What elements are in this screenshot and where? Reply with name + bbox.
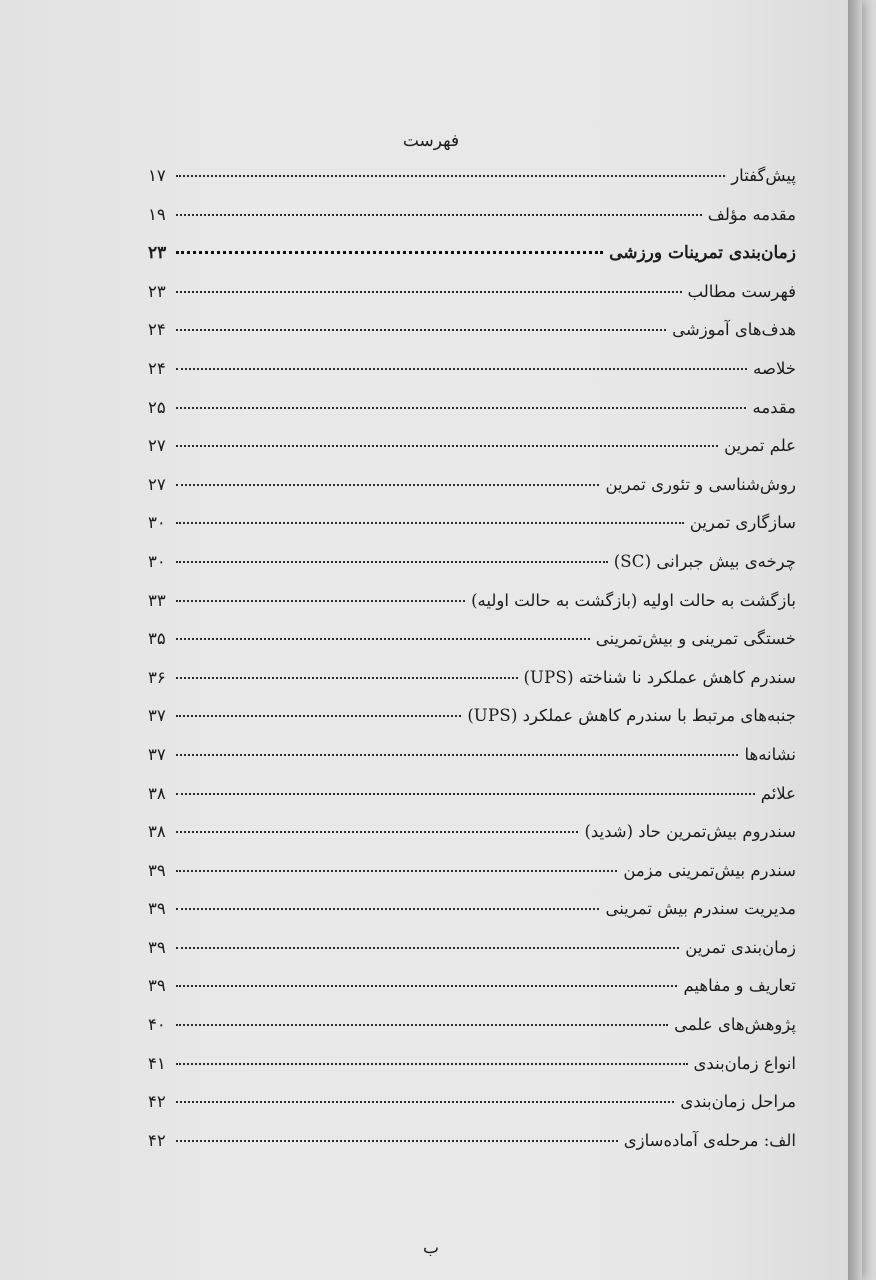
toc-entry-title: علائم [760,783,796,803]
toc-entry [148,668,796,707]
toc-entry-page: ۳۶ [148,667,166,687]
toc-entry [148,320,796,359]
toc-entry-page: ۳۹ [148,937,166,957]
toc-entry-page: ۳۸ [148,783,166,803]
toc-entry [148,706,796,745]
dot-leader [176,522,684,524]
toc-entry-title: چرخه‌ی بیش جبرانی (SC) [613,551,796,571]
toc-entry-title: تعاریف و مفاهیم [683,976,796,996]
toc-entry-title: زمان‌بندی تمرین [685,937,796,957]
dot-leader [176,1101,674,1103]
toc-entry [148,976,796,1015]
dot-leader [176,638,590,640]
toc-entry-title: سندرم کاهش عملکرد نا شناخته (UPS) [523,667,796,687]
dot-leader [176,561,608,563]
toc-entry-title: زمان‌بندی تمرینات ورزشی [609,243,796,264]
toc-entry-page: ۳۷ [148,706,166,726]
dot-leader [176,329,666,331]
toc-entry-page: ۳۹ [148,860,166,880]
toc-entry-page: ۴۱ [148,1053,166,1073]
toc-entry-title: فهرست مطالب [687,281,796,301]
toc-entry-page: ۳۸ [148,822,166,842]
toc-entry-page: ۲۴ [148,320,166,340]
dot-leader [176,1140,618,1142]
toc-entry-page: ۱۹ [148,204,166,224]
toc-entry [148,205,796,244]
toc-entry-title: روش‌شناسی و تئوری تمرین [605,474,796,494]
dot-leader [176,754,738,756]
toc-entry-title: الف: مرحله‌ی آماده‌سازی [623,1130,796,1150]
toc-entry [148,861,796,900]
toc-entry [148,1015,796,1054]
toc-entry-page: ۴۲ [148,1130,166,1150]
toc-entry-page: ۲۳ [148,243,167,264]
page-number: ب [422,1238,439,1258]
toc-entry [148,591,796,630]
toc-entry [148,513,796,552]
toc-entry-title: مراحل زمان‌بندی [680,1092,796,1112]
toc-entry [148,552,796,591]
toc-entry-title: هدف‌های آموزشی [672,320,796,340]
toc-entry-page: ۴۰ [148,1015,166,1035]
toc-entry-page: ۴۲ [148,1092,166,1112]
dot-leader [176,793,755,795]
toc-entry-page: ۲۷ [148,474,166,494]
dot-leader [176,214,702,216]
toc-entry-title: انواع زمان‌بندی [693,1053,796,1073]
dot-leader [176,175,725,177]
toc-entry-title: سندروم بیش‌تمرین حاد (شدید) [584,822,796,842]
dot-leader [176,600,465,602]
toc-entry-title: مدیریت سندرم بیش تمرینی [605,899,796,919]
toc-entry-page: ۳۵ [148,629,166,649]
toc-entry-title: سندرم بیش‌تمرینی مزمن [623,860,796,880]
toc-entry-title: پژوهش‌های علمی [674,1015,796,1035]
toc-entry [148,475,796,514]
dot-leader [176,715,461,717]
toc-entry [148,784,796,823]
toc-entry [148,282,796,321]
toc-list [148,166,796,1169]
toc-title: فهرست [402,131,460,151]
toc-entry [148,1054,796,1093]
toc-entry [148,629,796,668]
toc-entry-title: بازگشت به حالت اولیه (بازگشت به حالت اولیه) [471,590,796,610]
toc-entry-page: ۳۹ [148,976,166,996]
toc-entry [148,1092,796,1131]
toc-entry-title: جنبه‌های مرتبط با سندرم کاهش عملکرد (UPS) [467,706,796,726]
toc-entry-title: علم تمرین [724,436,796,456]
toc-entry-page: ۲۳ [148,281,166,301]
dot-leader [176,677,518,679]
dot-leader [176,870,617,872]
toc-entry [148,166,796,205]
toc-entry-title: خستگی تمرینی و بیش‌تمرینی [595,629,796,649]
toc-entry [148,899,796,938]
dot-leader [176,1063,688,1065]
toc-entry-page: ۲۷ [148,436,166,456]
toc-entry [148,398,796,437]
dot-leader [176,445,718,447]
toc-entry-page: ۳۰ [148,513,166,533]
toc-entry-title: خلاصه [753,358,796,378]
dot-leader [176,407,746,409]
dot-leader [176,1024,668,1026]
toc-entry-page: ۳۹ [148,899,166,919]
toc-entry-page: ۳۰ [148,551,166,571]
toc-entry [148,822,796,861]
toc-entry-page: ۳۳ [148,590,166,610]
dot-leader [176,368,747,370]
dot-leader [176,291,682,293]
toc-entry [148,1131,796,1170]
toc-entry [148,745,796,784]
dot-leader [176,947,679,949]
toc-entry [148,436,796,475]
toc-entry-page: ۳۷ [148,744,166,764]
toc-entry-page: ۲۵ [148,397,166,417]
toc-entry-page: ۱۷ [148,166,166,185]
page-edge-shadow [848,0,862,1280]
dot-leader [176,484,599,486]
dot-leader [176,831,578,833]
toc-entry [148,359,796,398]
dot-leader [176,251,603,254]
toc-entry-title: مقدمه مؤلف [707,204,796,224]
dot-leader [176,908,599,910]
toc-entry-title: سازگاری تمرین [689,513,796,533]
toc-entry [148,938,796,977]
toc-entry-page: ۲۴ [148,358,166,378]
dot-leader [176,985,677,987]
toc-entry-title: مقدمه [752,397,796,417]
toc-entry-title: نشانه‌ها [744,744,796,764]
toc-entry [148,243,796,282]
toc-entry-title: پیش‌گفتار [731,166,796,185]
